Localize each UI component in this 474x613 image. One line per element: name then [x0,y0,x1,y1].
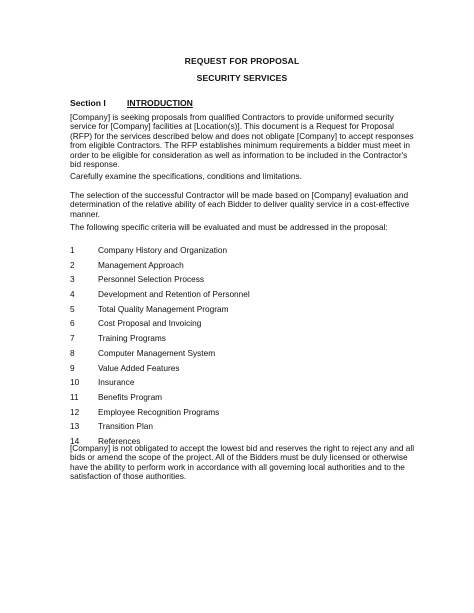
section-heading [70,98,193,108]
list-item-number: 13 [70,421,80,432]
examine-paragraph: Carefully examine the specifications, conditions and limitations. [70,171,302,181]
criteria-intro-paragraph: The following specific criteria will be evaluated and must be addressed in the proposal: [70,222,388,232]
list-item [70,363,415,378]
list-item [70,274,415,289]
list-item-number: 11 [70,391,79,402]
list-item-text: Benefits Program [98,391,163,402]
list-item-text: Company History and Organization [98,245,228,255]
list-item-number: 9 [70,362,75,373]
list-item [70,392,415,407]
list-item [70,421,415,436]
criteria-list [70,245,415,451]
list-item [70,245,415,260]
list-item-number: 10 [70,377,80,388]
list-item-text: Management Approach [98,259,184,270]
list-item-text: Transition Plan [98,421,154,432]
list-item-number: 14 [70,435,80,446]
section-title: INTRODUCTION [127,98,193,108]
list-item-text: Personnel Selection Process [98,274,205,285]
list-item-text: Development and Retention of Personnel [98,289,250,300]
list-item [70,318,415,333]
list-item [70,260,415,275]
document-title: REQUEST FOR PROPOSAL [184,56,300,66]
list-item [70,333,415,348]
list-item-text: Cost Proposal and Invoicing [98,318,202,329]
section-number: Section I [70,98,106,108]
list-item-text: Training Programs [98,333,166,344]
list-item [70,377,415,392]
list-item-text: References [98,435,141,446]
closing-paragraph: [Company] is not obligated to accept the lowest bid and reserves the right to reject any and all bids or amend the scope of the project. All of the Bidders must be duly licensed or otherwise have the ability to perform work in accordance with all governing local authorities and to the satisfaction of those authorities. [70,443,415,482]
document-subtitle: SECURITY SERVICES [196,73,288,83]
list-item-text: Computer Management System [98,347,216,358]
list-item-number: 8 [70,347,75,358]
list-item [70,348,415,363]
list-item-number: 2 [70,259,75,270]
list-item-number: 5 [70,303,75,314]
list-item-text: Total Quality Management Program [98,303,229,314]
list-item-number: 1 [70,245,75,255]
list-item-text: Insurance [98,377,135,388]
list-item-text: Employee Recognition Programs [98,406,220,417]
list-item-number: 6 [70,318,75,329]
list-item [70,289,415,304]
list-item-number: 12 [70,406,80,417]
list-item [70,407,415,422]
list-item-number: 3 [70,274,75,285]
list-item-number: 4 [70,289,75,300]
list-item [70,304,415,319]
list-item-text: Value Added Features [98,362,180,373]
intro-paragraph: [Company] is seeking proposals from qualified Contractors to provide uniformed security service for [Company] facilities at [Location(s)]. This document is a Request for Proposal (RFP) for the services described below and does not obligate [Company] to accept responses from eligible Contractors. The RFP establishes minimum requirements a bidder must meet in order to be eligible for consideration as well as information to be included in the Contractor's bid response. [70,112,414,170]
list-item-number: 7 [70,333,75,344]
selection-paragraph: The selection of the successful Contractor will be made based on [Company] evaluation and determination of the relative ability of each Bidder to deliver quality service in a cost-effective manner. [70,190,410,219]
